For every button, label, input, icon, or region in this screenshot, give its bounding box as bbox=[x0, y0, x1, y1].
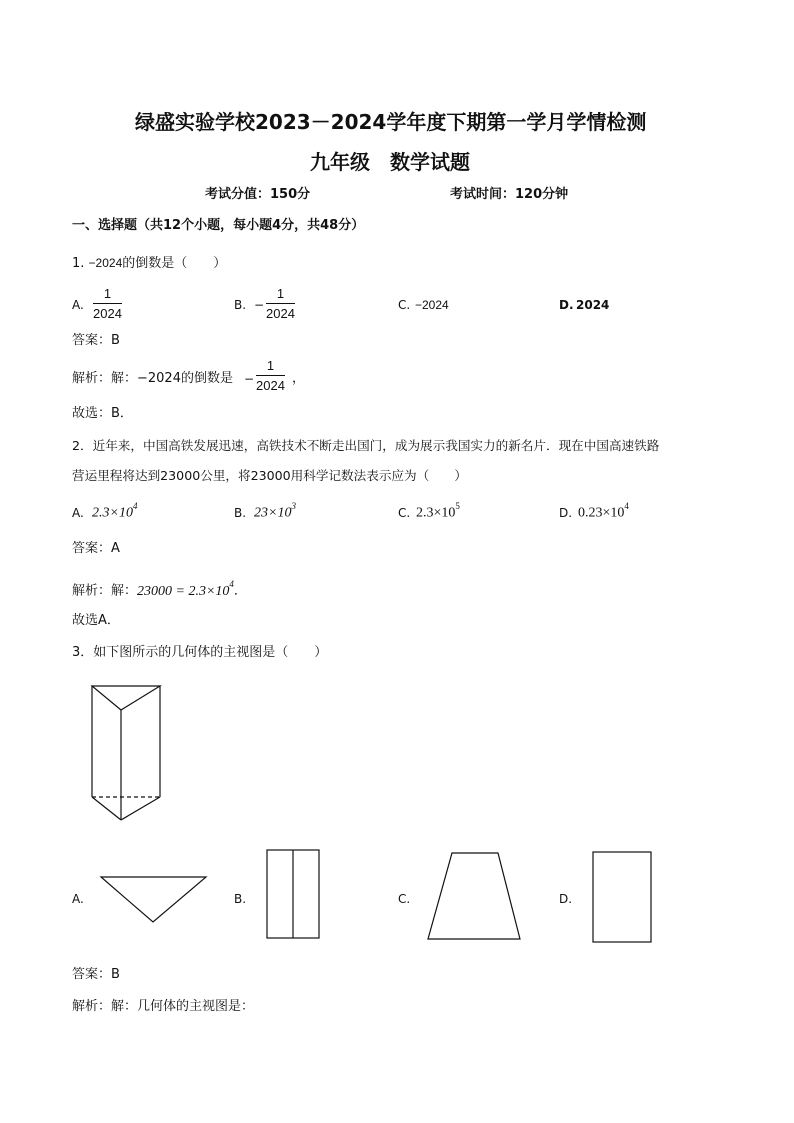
q2-c-exp: 5 bbox=[455, 501, 460, 511]
q2-option-d-value bbox=[578, 503, 629, 522]
q2-stem-line2: 营运里程将达到23000公里，将23000用科学记数法表示应为（ ） bbox=[72, 468, 467, 483]
q1-option-b-sign: − bbox=[254, 298, 265, 312]
q1-a-numerator: 1 bbox=[103, 286, 112, 301]
q2-option-d-label: D. bbox=[559, 506, 573, 520]
q1-option-c-value: −2024 bbox=[415, 298, 449, 312]
q1-option-a-fraction bbox=[93, 286, 122, 321]
q3-option-c-label: C. bbox=[398, 892, 411, 906]
q1-option-b-fraction bbox=[266, 286, 295, 321]
q2-option-b-label: B. bbox=[234, 506, 247, 520]
q1-stem-value: −2024 bbox=[88, 256, 123, 270]
q2-stem-line1: 2．近年来，中国高铁发展迅速，高铁技术不断走出国门，成为展示我国实力的新名片．现在中国高速铁路 bbox=[72, 438, 660, 453]
q3-option-d-rectangle bbox=[591, 850, 655, 946]
q2-b-exp: 3 bbox=[291, 501, 296, 511]
q1-option-d-label: D. bbox=[559, 298, 574, 312]
q2-analysis-suffix: ． bbox=[233, 583, 247, 599]
q1-stem-text: 的倒数是（ ） bbox=[122, 256, 227, 271]
q1-analysis-fraction bbox=[256, 358, 285, 393]
q2-analysis-expr-base: 23000 = 2.3×10 bbox=[137, 583, 230, 599]
q3-option-b-label: B. bbox=[234, 892, 247, 906]
q2-d-exp: 4 bbox=[624, 501, 629, 511]
q2-a-exp: 4 bbox=[132, 501, 138, 511]
q3-option-b-rectangle bbox=[265, 848, 323, 942]
q1-analysis-suffix: ， bbox=[292, 371, 306, 386]
page-subtitle: 九年级 数学试题 bbox=[310, 150, 470, 174]
q1-number: 1. bbox=[72, 256, 85, 271]
q1-option-a-label: A. bbox=[72, 298, 84, 312]
q3-analysis: 解析：解：几何体的主视图是： bbox=[72, 999, 255, 1014]
q3-option-a-label: A. bbox=[72, 892, 84, 906]
q1-analysis-numerator: 1 bbox=[266, 358, 275, 373]
q1-analysis: 解析：解：−2024的倒数是 bbox=[72, 371, 233, 386]
prism-top-face bbox=[92, 686, 160, 710]
q2-analysis bbox=[72, 577, 247, 601]
q1-conclusion: 故选：B． bbox=[72, 406, 133, 421]
section-heading: 一、选择题（共12个小题，每小题4分，共48分） bbox=[72, 218, 365, 233]
q1-a-denominator: 2024 bbox=[93, 306, 122, 321]
q2-answer: 答案：A bbox=[72, 541, 120, 556]
q2-analysis-expr bbox=[137, 579, 234, 599]
q2-conclusion: 故选A． bbox=[72, 613, 120, 628]
q2-option-b-value bbox=[254, 503, 296, 522]
q1-option-b-label: B. bbox=[234, 298, 247, 312]
q2-option-a-label: A. bbox=[72, 506, 84, 520]
exam-time: 考试时间：120分钟 bbox=[450, 187, 569, 202]
q1-stem bbox=[72, 255, 226, 273]
q1-analysis-denominator: 2024 bbox=[256, 378, 285, 393]
page-title: 绿盛实验学校2023－2024学年度下期第一学月学情检测 bbox=[135, 110, 647, 134]
q3-option-a-triangle bbox=[98, 874, 210, 926]
q1-option-c-label: C. bbox=[398, 298, 411, 312]
q1-answer: 答案：B bbox=[72, 333, 120, 348]
q3-stem: 3．如下图所示的几何体的主视图是（ ） bbox=[72, 645, 328, 660]
q2-option-c-label: C. bbox=[398, 506, 411, 520]
q2-option-a-value bbox=[92, 503, 137, 522]
q2-analysis-prefix: 解析：解： bbox=[72, 583, 138, 599]
q2-a-base: 2.3×10 bbox=[92, 505, 133, 521]
exam-score: 考试分值：150分 bbox=[205, 187, 311, 202]
prism-bottom-left bbox=[92, 797, 121, 820]
q3-answer: 答案：B bbox=[72, 967, 120, 982]
q1-analysis-sign: − bbox=[244, 372, 255, 386]
q1-b-numerator: 1 bbox=[276, 286, 285, 301]
q1-b-denominator: 2024 bbox=[266, 306, 295, 321]
q3-option-c-trapezoid bbox=[425, 850, 525, 944]
q1-option-d-value: 2024 bbox=[576, 298, 610, 312]
q2-option-c-value bbox=[416, 503, 460, 522]
q2-d-base: 0.23×10 bbox=[578, 505, 625, 521]
q2-c-base: 2.3×10 bbox=[416, 505, 456, 521]
q3-option-d-label: D. bbox=[559, 892, 573, 906]
q2-b-base: 23×10 bbox=[254, 505, 292, 521]
q2-analysis-exp: 4 bbox=[229, 579, 234, 589]
prism-figure bbox=[80, 680, 170, 830]
prism-bottom-right bbox=[121, 797, 160, 820]
